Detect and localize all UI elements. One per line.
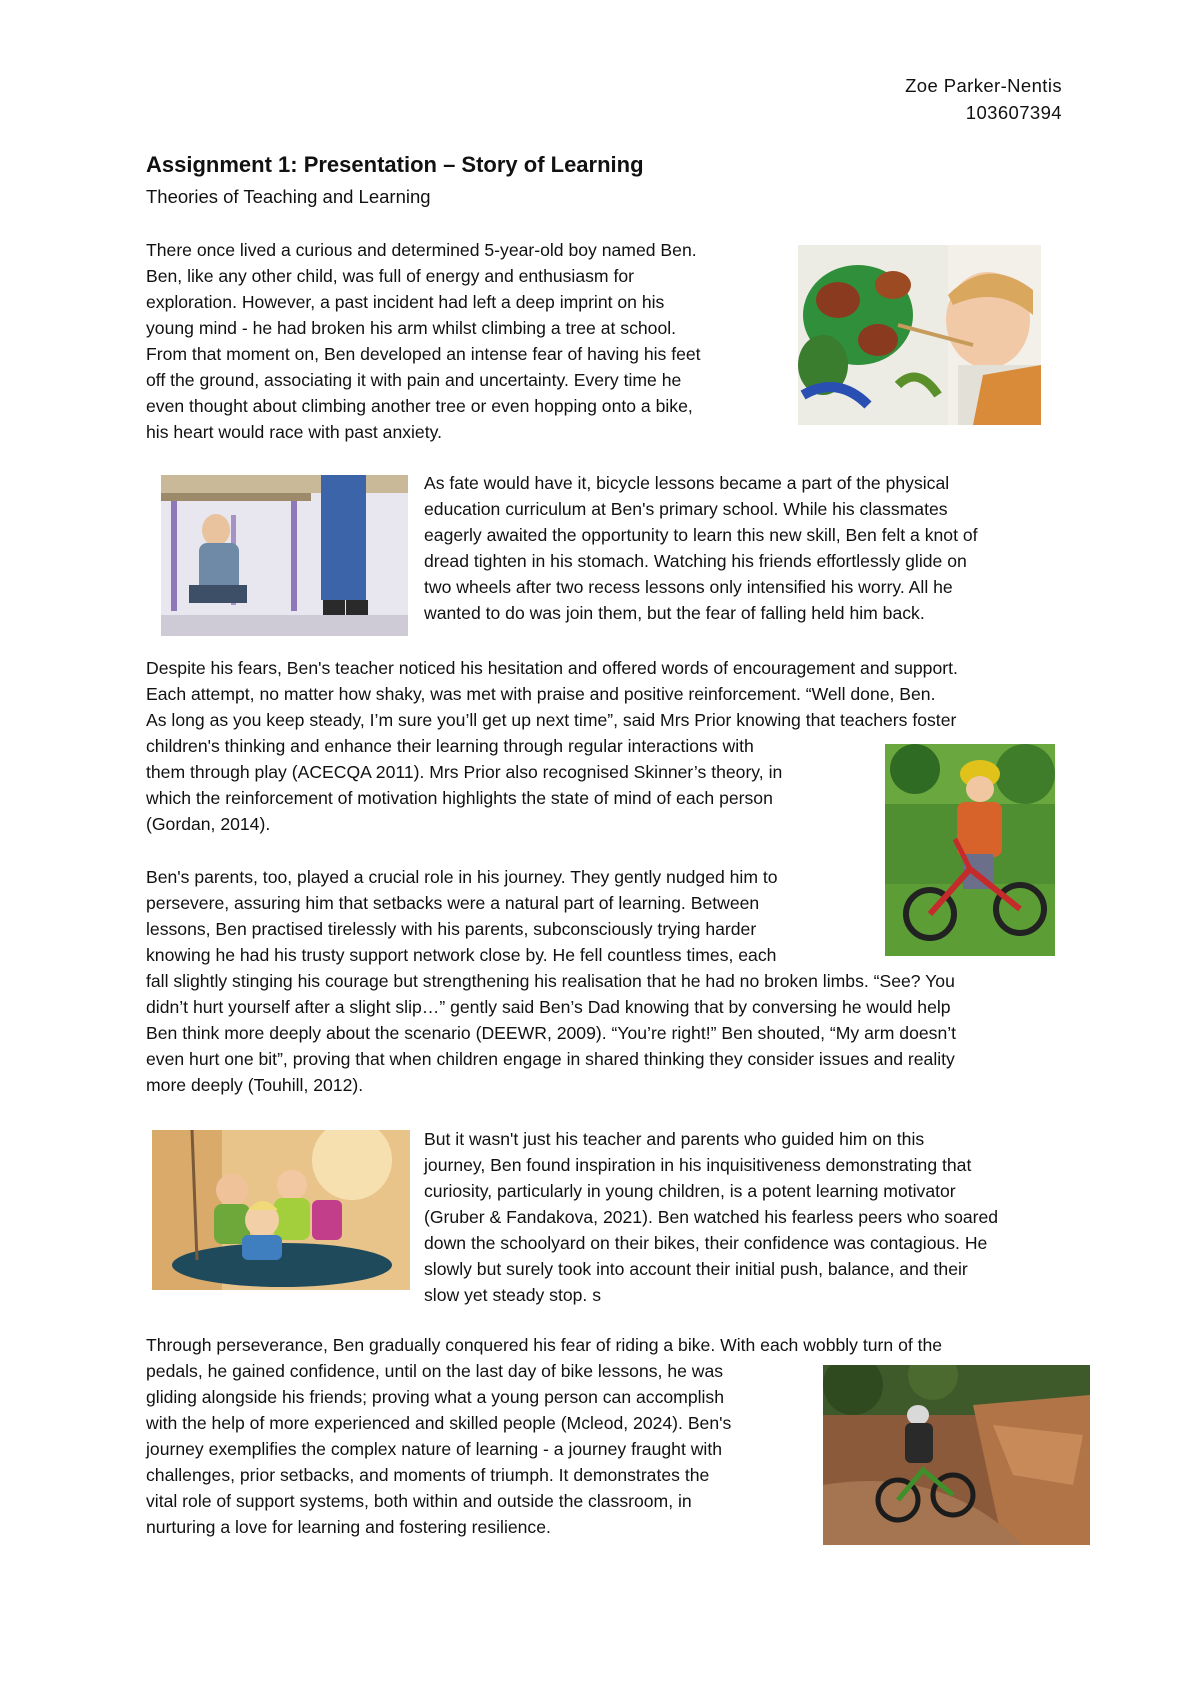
text-line: There once lived a curious and determined 5-year-old boy named Ben.	[146, 240, 697, 260]
text-line: As long as you keep steady, I’m sure you’ll get up next time”, said Mrs Prior knowing that teachers foster	[146, 710, 957, 730]
text-line: Ben, like any other child, was full of energy and enthusiasm for	[146, 266, 635, 286]
text-line: pedals, he gained confidence, until on the last day of bike lessons, he was	[146, 1361, 724, 1381]
text-line: exploration. However, a past incident had left a deep imprint on his	[146, 292, 665, 312]
paragraph-5	[424, 1126, 998, 1308]
text-line: more deeply (Touhill, 2012).	[146, 1075, 364, 1095]
text-line: (Gruber & Fandakova, 2021). Ben watched his fearless peers who soared	[424, 1207, 999, 1227]
text-line: slowly but surely took into account their initial push, balance, and their	[424, 1259, 968, 1279]
student-id: 103607394	[965, 102, 1062, 123]
text-line: young mind - he had broken his arm whilst climbing a tree at school.	[146, 318, 677, 338]
children-swing-photo	[152, 1130, 410, 1290]
text-line: two wheels after two recess lessons only intensified his worry. All he	[424, 577, 953, 597]
text-line: lessons, Ben practised tirelessly with his parents, subconsciously trying harder	[146, 919, 757, 939]
text-line: Ben think more deeply about the scenario (DEEWR, 2009). “You’re right!” Ben shouted, “My arm doesn’t	[146, 1023, 957, 1043]
text-line: his heart would race with past anxiety.	[146, 422, 442, 442]
text-line: slow yet steady stop. s	[424, 1285, 601, 1305]
text-line: curiosity, particularly in young children, is a potent learning motivator	[424, 1181, 956, 1201]
text-line: with the help of more experienced and skilled people (Mcleod, 2024). Ben's	[146, 1413, 732, 1433]
text-line: Through perseverance, Ben gradually conquered his fear of riding a bike. With each wobbly turn of the	[146, 1335, 943, 1355]
child-under-desk-photo	[161, 475, 408, 636]
author-block	[905, 72, 1062, 126]
paragraph-4	[146, 864, 956, 1098]
text-line: children's thinking and enhance their learning through regular interactions with	[146, 736, 754, 756]
text-line: From that moment on, Ben developed an intense fear of having his feet	[146, 344, 701, 364]
mountain-biker-photo	[823, 1365, 1090, 1545]
text-line: journey, Ben found inspiration in his inquisitiveness demonstrating that	[424, 1155, 972, 1175]
text-line: off the ground, associating it with pain and uncertainty. Every time he	[146, 370, 682, 390]
page-subtitle: Theories of Teaching and Learning	[146, 186, 431, 207]
boy-painting-photo	[798, 245, 1041, 425]
paragraph-1	[146, 237, 701, 445]
text-line: As fate would have it, bicycle lessons became a part of the physical	[424, 473, 950, 493]
text-line: even thought about climbing another tree or even hopping onto a bike,	[146, 396, 693, 416]
text-line: Each attempt, no matter how shaky, was met with praise and positive reinforcement. “Well done, Ben.	[146, 684, 936, 704]
text-line: gliding alongside his friends; proving what a young person can accomplish	[146, 1387, 725, 1407]
text-line: education curriculum at Ben's primary school. While his classmates	[424, 499, 948, 519]
text-line: vital role of support systems, both within and outside the classroom, in	[146, 1491, 692, 1511]
text-line: But it wasn't just his teacher and parents who guided him on this	[424, 1129, 925, 1149]
text-line: (Gordan, 2014).	[146, 814, 271, 834]
text-line: didn’t hurt yourself after a slight slip…” gently said Ben’s Dad knowing that by conversing he would help	[146, 997, 951, 1017]
text-line: challenges, prior setbacks, and moments of triumph. It demonstrates the	[146, 1465, 710, 1485]
text-line: wanted to do was join them, but the fear of falling held him back.	[424, 603, 925, 623]
text-line: eagerly awaited the opportunity to learn this new skill, Ben felt a knot of	[424, 525, 978, 545]
text-line: journey exemplifies the complex nature of learning - a journey fraught with	[146, 1439, 723, 1459]
page-title: Assignment 1: Presentation – Story of Learning	[146, 152, 644, 177]
text-line: dread tighten in his stomach. Watching his friends effortlessly glide on	[424, 551, 967, 571]
text-line: persevere, assuring him that setbacks were a natural part of learning. Between	[146, 893, 760, 913]
paragraph-3	[146, 655, 958, 837]
text-line: down the schoolyard on their bikes, their confidence was contagious. He	[424, 1233, 988, 1253]
text-line: knowing he had his trusty support network close by. He fell countless times, each	[146, 945, 777, 965]
text-line: even hurt one bit”, proving that when children engage in shared thinking they consider issues and reality	[146, 1049, 955, 1069]
text-line: which the reinforcement of motivation highlights the state of mind of each person	[146, 788, 773, 808]
text-line: them through play (ACECQA 2011). Mrs Prior also recognised Skinner’s theory, in	[146, 762, 783, 782]
text-line: nurturing a love for learning and fostering resilience.	[146, 1517, 551, 1537]
text-line: fall slightly stinging his courage but strengthening his realisation that he had no broken limbs. “See? You	[146, 971, 955, 991]
author-name: Zoe Parker-Nentis	[905, 75, 1062, 96]
text-line: Despite his fears, Ben's teacher noticed his hesitation and offered words of encouragement and support.	[146, 658, 958, 678]
paragraph-2	[424, 470, 978, 626]
text-line: Ben's parents, too, played a crucial role in his journey. They gently nudged him to	[146, 867, 778, 887]
